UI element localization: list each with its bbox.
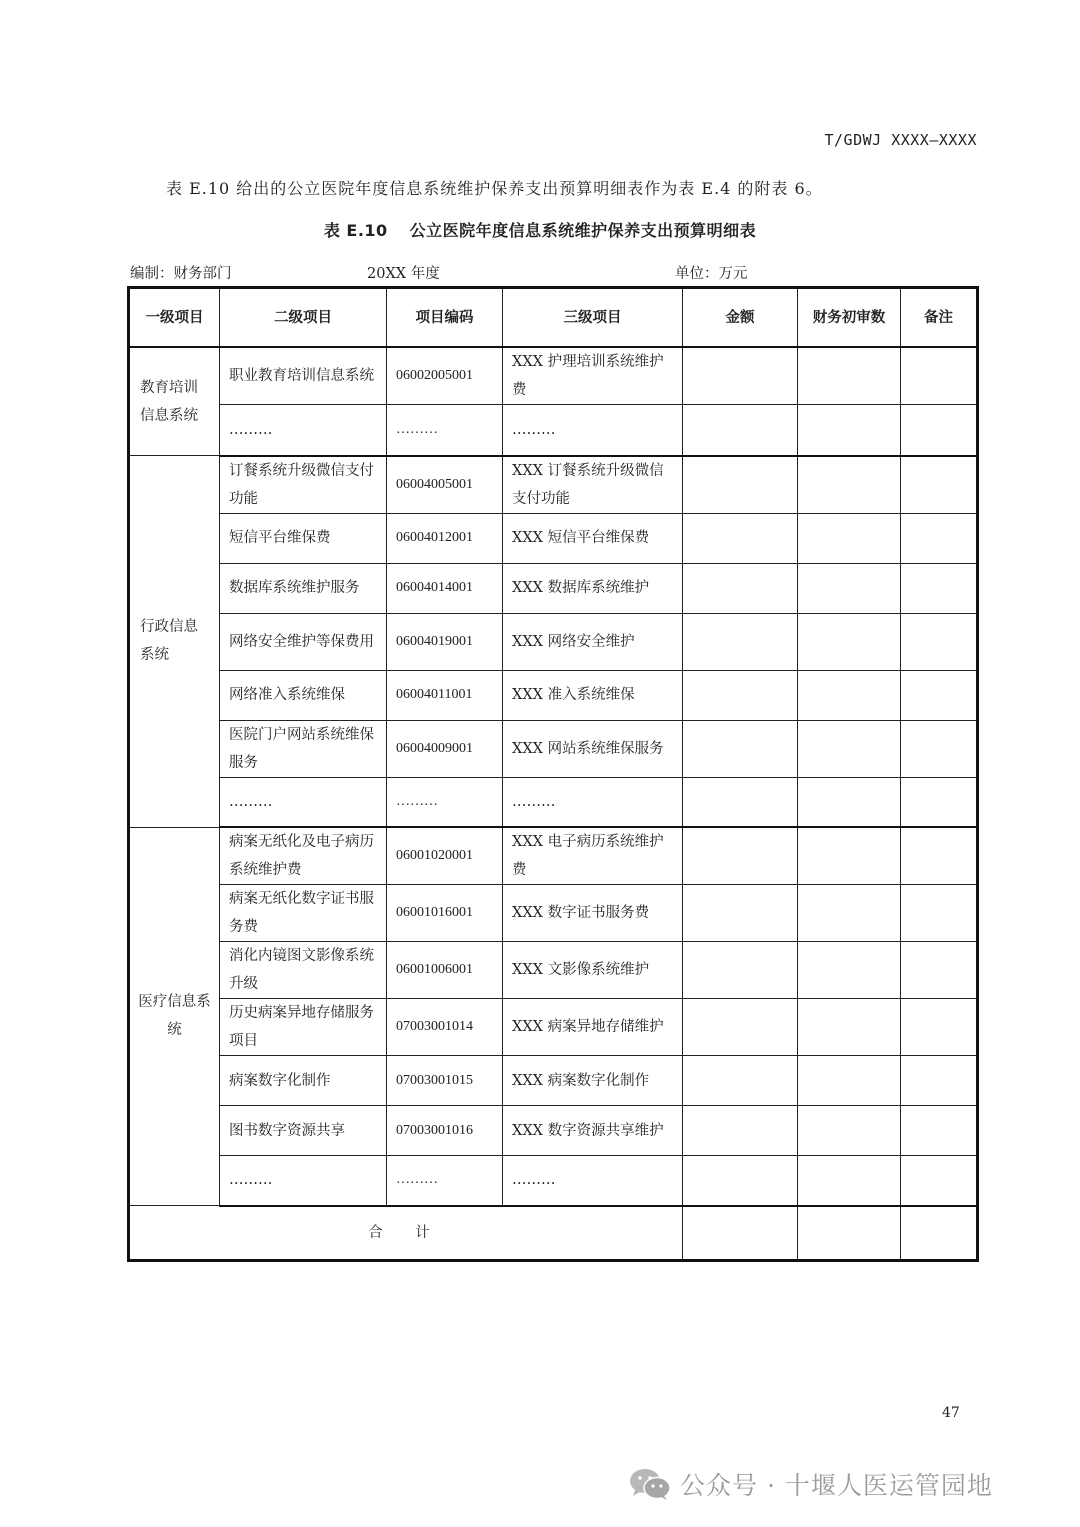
page-number: 47 xyxy=(942,1405,960,1421)
initial-review-cell xyxy=(798,720,901,777)
level2-item-cell: 网络安全维护等保费用 xyxy=(220,613,387,670)
col-header-amount: 金额 xyxy=(683,288,798,348)
table-row xyxy=(129,456,978,514)
total-label: 合 计 xyxy=(129,1206,683,1261)
level2-item-cell: 数据库系统维护服务 xyxy=(220,563,387,613)
remarks-cell xyxy=(901,720,978,777)
amount-cell xyxy=(683,613,798,670)
remarks-cell xyxy=(901,885,978,942)
amount-cell xyxy=(683,1056,798,1106)
level3-item-cell: XXX 数字证书服务费 xyxy=(503,885,683,942)
level2-item-cell: 短信平台维保费 xyxy=(220,513,387,563)
project-code-cell: 06001016001 xyxy=(387,885,503,942)
level3-item-cell: ……… xyxy=(503,405,683,456)
total-row xyxy=(129,1206,978,1261)
total-review-cell xyxy=(798,1206,901,1261)
col-header-remarks: 备注 xyxy=(901,288,978,348)
remarks-cell xyxy=(901,777,978,827)
remarks-cell xyxy=(901,1106,978,1156)
level1-category-cell: 医疗信息系统 xyxy=(129,827,220,1206)
amount-cell xyxy=(683,563,798,613)
initial-review-cell xyxy=(798,999,901,1056)
table-row xyxy=(129,347,978,405)
level2-item-cell: 职业教育培训信息系统 xyxy=(220,347,387,405)
remarks-cell xyxy=(901,1156,978,1206)
table-row xyxy=(129,1156,978,1206)
table-title-text: 公立医院年度信息系统维护保养支出预算明细表 xyxy=(409,221,757,240)
remarks-cell xyxy=(901,405,978,456)
level3-item-cell: XXX 护理培训系统维护费 xyxy=(503,347,683,405)
amount-cell xyxy=(683,456,798,514)
amount-cell xyxy=(683,347,798,405)
table-row xyxy=(129,827,978,885)
table-meta xyxy=(130,262,978,282)
level3-item-cell: XXX 病案数字化制作 xyxy=(503,1056,683,1106)
amount-cell xyxy=(683,999,798,1056)
level2-item-cell: 历史病案异地存储服务项目 xyxy=(220,999,387,1056)
table-row xyxy=(129,563,978,613)
col-header-code: 项目编码 xyxy=(387,288,503,348)
amount-cell xyxy=(683,720,798,777)
amount-cell xyxy=(683,405,798,456)
level2-item-cell: 病案无纸化及电子病历系统维护费 xyxy=(220,827,387,885)
level3-item-cell: XXX 电子病历系统维护费 xyxy=(503,827,683,885)
total-amount-cell xyxy=(683,1206,798,1261)
initial-review-cell xyxy=(798,1156,901,1206)
initial-review-cell xyxy=(798,827,901,885)
col-header-level3: 三级项目 xyxy=(503,288,683,348)
project-code-cell: ……… xyxy=(387,777,503,827)
remarks-cell xyxy=(901,347,978,405)
level1-category-cell: 教育培训信息系统 xyxy=(129,347,220,456)
amount-cell xyxy=(683,670,798,720)
table-row xyxy=(129,1106,978,1156)
document-code: T/GDWJ XXXX—XXXX xyxy=(824,131,977,149)
initial-review-cell xyxy=(798,942,901,999)
amount-cell xyxy=(683,513,798,563)
level3-item-cell: ……… xyxy=(503,1156,683,1206)
amount-cell xyxy=(683,1106,798,1156)
project-code-cell: ……… xyxy=(387,1156,503,1206)
level3-item-cell: XXX 短信平台维保费 xyxy=(503,513,683,563)
amount-cell xyxy=(683,885,798,942)
table-row xyxy=(129,999,978,1056)
initial-review-cell xyxy=(798,456,901,514)
remarks-cell xyxy=(901,827,978,885)
amount-cell xyxy=(683,1156,798,1206)
level3-item-cell: XXX 订餐系统升级微信支付功能 xyxy=(503,456,683,514)
project-code-cell: 06004011001 xyxy=(387,670,503,720)
total-remarks-cell xyxy=(901,1206,978,1261)
table-row xyxy=(129,405,978,456)
project-code-cell: 07003001014 xyxy=(387,999,503,1056)
level2-item-cell: 图书数字资源共享 xyxy=(220,1106,387,1156)
level3-item-cell: XXX 文影像系统维护 xyxy=(503,942,683,999)
initial-review-cell xyxy=(798,777,901,827)
project-code-cell: 06004005001 xyxy=(387,456,503,514)
initial-review-cell xyxy=(798,613,901,670)
remarks-cell xyxy=(901,513,978,563)
table-row xyxy=(129,885,978,942)
level2-item-cell: ……… xyxy=(220,1156,387,1206)
level2-item-cell: 消化内镜图文影像系统升级 xyxy=(220,942,387,999)
initial-review-cell xyxy=(798,347,901,405)
project-code-cell: 06004019001 xyxy=(387,613,503,670)
remarks-cell xyxy=(901,1056,978,1106)
level3-item-cell: XXX 数字资源共享维护 xyxy=(503,1106,683,1156)
table-row xyxy=(129,1056,978,1106)
project-code-cell: 06004014001 xyxy=(387,563,503,613)
watermark xyxy=(628,1464,993,1504)
col-header-initial-review: 财务初审数 xyxy=(798,288,901,348)
remarks-cell xyxy=(901,999,978,1056)
year-label: 20XX 年度 xyxy=(367,266,440,282)
table-body xyxy=(129,347,978,1206)
level3-item-cell: XXX 网络安全维护 xyxy=(503,613,683,670)
table-number: 表 E.10 xyxy=(323,221,388,240)
initial-review-cell xyxy=(798,670,901,720)
level2-item-cell: 订餐系统升级微信支付功能 xyxy=(220,456,387,514)
level2-item-cell: ……… xyxy=(220,777,387,827)
project-code-cell: 07003001016 xyxy=(387,1106,503,1156)
table-row xyxy=(129,720,978,777)
col-header-level1: 一级项目 xyxy=(129,288,220,348)
level2-item-cell: 网络准入系统维保 xyxy=(220,670,387,720)
table-row xyxy=(129,670,978,720)
initial-review-cell xyxy=(798,1056,901,1106)
amount-cell xyxy=(683,942,798,999)
remarks-cell xyxy=(901,456,978,514)
intro-paragraph: 表 E.10 给出的公立医院年度信息系统维护保养支出预算明细表作为表 E.4 的附表 6。 xyxy=(166,179,823,198)
project-code-cell: 07003001015 xyxy=(387,1056,503,1106)
level3-item-cell: XXX 病案异地存储维护 xyxy=(503,999,683,1056)
initial-review-cell xyxy=(798,563,901,613)
table-row xyxy=(129,513,978,563)
compiler-label: 编制：财务部门 xyxy=(130,266,232,282)
level3-item-cell: ……… xyxy=(503,777,683,827)
level1-category-cell: 行政信息系统 xyxy=(129,456,220,828)
project-code-cell: 06004012001 xyxy=(387,513,503,563)
table-row xyxy=(129,777,978,827)
initial-review-cell xyxy=(798,1106,901,1156)
project-code-cell: 06004009001 xyxy=(387,720,503,777)
col-header-level2: 二级项目 xyxy=(220,288,387,348)
remarks-cell xyxy=(901,613,978,670)
initial-review-cell xyxy=(798,405,901,456)
budget-table xyxy=(127,286,979,1262)
wechat-icon xyxy=(628,1467,672,1501)
remarks-cell xyxy=(901,670,978,720)
initial-review-cell xyxy=(798,885,901,942)
amount-cell xyxy=(683,827,798,885)
table-row xyxy=(129,613,978,670)
level3-item-cell: XXX 数据库系统维护 xyxy=(503,563,683,613)
table-title xyxy=(0,218,1080,241)
project-code-cell: 06001006001 xyxy=(387,942,503,999)
amount-cell xyxy=(683,777,798,827)
project-code-cell: 06002005001 xyxy=(387,347,503,405)
level3-item-cell: XXX 网站系统维保服务 xyxy=(503,720,683,777)
remarks-cell xyxy=(901,563,978,613)
level3-item-cell: XXX 准入系统维保 xyxy=(503,670,683,720)
level2-item-cell: 病案无纸化数字证书服务费 xyxy=(220,885,387,942)
watermark-text: 公众号 · 十堰人医运管园地 xyxy=(680,1471,993,1500)
level2-item-cell: ……… xyxy=(220,405,387,456)
project-code-cell: ……… xyxy=(387,405,503,456)
initial-review-cell xyxy=(798,513,901,563)
level2-item-cell: 医院门户网站系统维保服务 xyxy=(220,720,387,777)
level2-item-cell: 病案数字化制作 xyxy=(220,1056,387,1106)
remarks-cell xyxy=(901,942,978,999)
table-header-row xyxy=(129,288,978,348)
project-code-cell: 06001020001 xyxy=(387,827,503,885)
table-row xyxy=(129,942,978,999)
unit-label: 单位：万元 xyxy=(675,266,748,282)
